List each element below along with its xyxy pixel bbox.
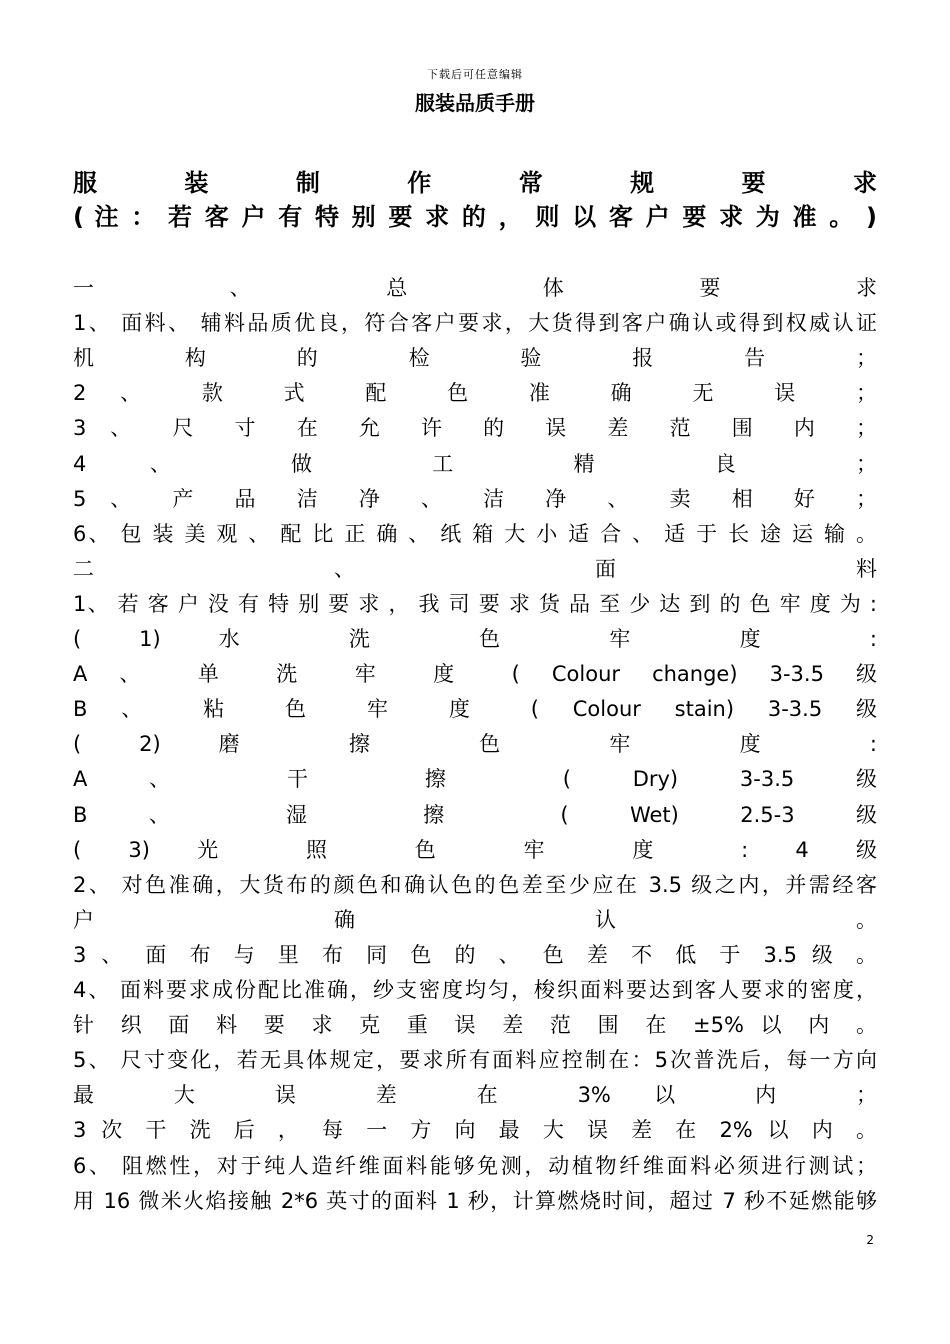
- body-line: 一 、 总 体 要 求: [73, 276, 877, 300]
- body-line: 1、 面料、 辅料品质优良，符合客户要求，大货得到客户确认或得到权威认证: [73, 311, 877, 336]
- section-heading-note: ( 注 ： 若 客 户 有 特 别 要 求 的 ， 则 以 客 户 要 求 为 准 。 ): [73, 203, 877, 231]
- body-line: 机 构 的 检 验 报 告 ；: [73, 346, 877, 371]
- page-header-note: 下载后可任意编辑: [427, 68, 523, 81]
- body-line: A 、 干 擦 ( Dry) 3-3.5 级: [73, 767, 877, 792]
- body-line: 用 16 微米火焰接触 2*6 英寸的面料 1 秒，计算燃烧时间，超过 7 秒不延燃能够: [73, 1188, 877, 1213]
- body-line: A 、 单 洗 牢 度 ( Colour change) 3-3.5 级: [73, 662, 877, 687]
- section-heading: 服 装 制 作 常 规 要 求: [73, 169, 877, 197]
- body-line: ( 3) 光 照 色 牢 度 : 4 级: [73, 837, 877, 862]
- body-line: 2、 对色准确，大货布的颜色和确认色的色差至少应在 3.5 级之内，并需经客: [73, 872, 877, 897]
- body-line: 6、 阻燃性，对于纯人造纤维面料能够免测，动植物纤维面料必须进行测试；: [73, 1153, 877, 1178]
- body-line: 针 织 面 料 要 求 克 重 误 差 范 围 在 ±5% 以 内 。: [73, 1013, 877, 1038]
- body-line: 2 、 款 式 配 色 准 确 无 误 ；: [73, 381, 877, 406]
- body-line: 二 、 面 料: [73, 556, 877, 581]
- body-line: B 、 湿 擦 ( Wet) 2.5-3 级: [73, 802, 877, 827]
- body-line: 4 、 做 工 精 良 ；: [73, 451, 877, 476]
- body-line: 5、 尺寸变化，若无具体规定，要求所有面料应控制在：5次普洗后，每一方向: [73, 1048, 877, 1073]
- body-line: B 、 粘 色 牢 度 ( Colour stain) 3-3.5 级: [73, 697, 877, 722]
- body-line: 3 次 干 洗 后 ， 每 一 方 向 最 大 误 差 在 2% 以 内 。: [73, 1118, 877, 1143]
- body-line: ( 1) 水 洗 色 牢 度 :: [73, 627, 877, 651]
- body-line: ( 2) 磨 擦 色 牢 度 :: [73, 732, 877, 757]
- document-title: 服装品质手册: [415, 91, 535, 115]
- body-line: 4、 面料要求成份配比准确，纱支密度均匀，梭织面料要达到客人要求的密度，: [73, 978, 877, 1002]
- body-line: 1、 若 客 户 没 有 特 别 要 求 ， 我 司 要 求 货 品 至 少 达 到 的 色 牢 度 为 :: [73, 591, 877, 616]
- body-line: 3 、 尺 寸 在 允 许 的 误 差 范 围 内 ；: [73, 416, 877, 441]
- body-line: 3 、 面 布 与 里 布 同 色 的 、 色 差 不 低 于 3.5 级 。: [73, 942, 877, 967]
- page-number: 2: [866, 1233, 874, 1247]
- body-line: 5 、 产 品 洁 净 、 洁 净 、 卖 相 好 ；: [73, 486, 877, 511]
- body-line: 户 确 认 。: [73, 907, 877, 932]
- body-line: 6、 包 装 美 观 、 配 比 正 确 、 纸 箱 大 小 适 合 、 适 于 长 途 运 输 。: [73, 521, 877, 546]
- body-line: 最 大 误 差 在 3% 以 内 ；: [73, 1083, 877, 1108]
